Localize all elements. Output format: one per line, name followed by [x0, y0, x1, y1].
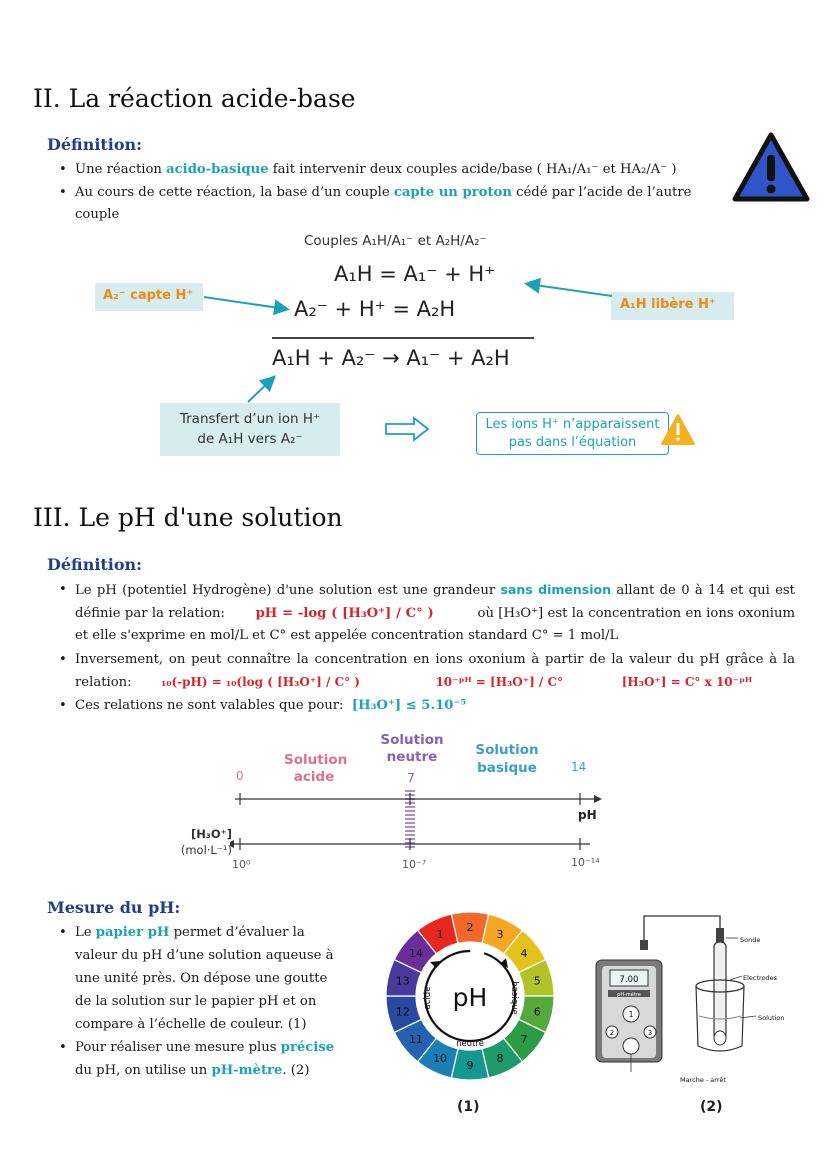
wheel-number-6: 6 — [533, 1005, 541, 1019]
definition-heading-2: Définition: — [47, 555, 143, 574]
reaction-arrows — [0, 0, 828, 470]
bullet-capte-proton: • Au cours de cette réaction, la base d’un couple capte un proton cédé par l’acide de l’autre couple — [53, 182, 733, 227]
note-line-1: Les ions H⁺ n’apparaissent — [485, 417, 660, 432]
solution-label: Solution — [758, 1014, 785, 1022]
conc-label-1: [H₃O⁺] — [190, 827, 232, 841]
wheel-number-1: 1 — [436, 927, 444, 941]
definition-heading-1: Définition: — [47, 135, 143, 154]
equation-1: A₁H = A₁⁻ + H⁺ — [334, 262, 496, 286]
equation-2: A₂⁻ + H⁺ = A₂H — [294, 297, 456, 321]
arrow-right-label — [528, 284, 612, 296]
wheel-center-label: pH — [452, 983, 488, 1012]
ph-tick-14: 14 — [571, 760, 587, 774]
conc-tick-7: 10⁻⁷ — [402, 858, 427, 871]
caption-1: (1) — [457, 1099, 480, 1115]
left-label-box: A₂⁻ capte H⁺ — [95, 283, 203, 311]
bullet-acido-basique: • Une réaction acido-basique fait intervenir deux couples acide/base ( HA₁/A₁⁻ et HA₂/A⁻ ) — [53, 159, 733, 182]
couples-label: Couples A₁H/A₁⁻ et A₂H/A₂⁻ — [304, 233, 487, 249]
ph-tick-7: 7 — [407, 770, 415, 785]
ph-tick-0: 0 — [236, 769, 244, 783]
meter-button-3[interactable]: 3 — [647, 1029, 653, 1037]
right-label-box: A₁H libère H⁺ — [611, 292, 734, 320]
wheel-number-4: 4 — [520, 946, 528, 960]
scale-axes — [230, 730, 610, 880]
meter-button-1[interactable]: 1 — [628, 1010, 634, 1019]
ph-meter-illustration — [590, 906, 800, 1086]
equation-3: A₁H + A₂⁻ → A₁⁻ + A₂H — [272, 346, 510, 370]
ph-axis-label: pH — [578, 808, 597, 822]
conc-label-2: (mol·L⁻¹) — [180, 843, 232, 857]
bullet-ph-definition: • Le pH (potentiel Hydrogène) d'une solution est une grandeur sans dimension allant de 0 à 14 et qui est définie par la relation: pH = -log ( [H₃O⁺] / C° ) où [H₃O⁺] est la concentration en ions oxonium et elle s'exprime en mol/L et C° est appelée concentration standard C° = 1 mol/L — [53, 579, 795, 648]
wheel-number-14: 14 — [409, 946, 424, 960]
basic-label-2: basique — [477, 760, 537, 776]
sonde-label: Sonde — [740, 936, 761, 944]
onoff-label: Marche - arrêt — [680, 1076, 726, 1084]
hollow-arrow-icon — [386, 418, 428, 440]
neutral-label-1: Solution — [380, 732, 444, 748]
definition-list-2 — [53, 579, 795, 717]
small-warning-icon — [662, 415, 694, 444]
neutral-label-2: neutre — [386, 749, 438, 765]
wheel-number-12: 12 — [395, 1005, 410, 1019]
conc-axis-label — [170, 826, 232, 858]
meter-brand: pH-mètre — [617, 992, 641, 998]
wheel-number-3: 3 — [496, 927, 504, 941]
arrow-transfer — [248, 378, 273, 402]
basic-label-1: Solution — [475, 742, 539, 758]
wheel-acide-label: acide — [423, 986, 433, 1010]
note-line-2: pas dans l’équation — [508, 435, 637, 450]
bullet-validity: • Ces relations ne sont valables que pour: [H₃O⁺] ≤ 5.10⁻⁵ — [53, 695, 795, 718]
ph-scale — [230, 730, 610, 880]
section-2-title: II. La réaction acide-base — [33, 84, 356, 113]
conc-tick-14: 10⁻¹⁴ — [571, 856, 600, 869]
measure-list — [53, 921, 345, 1082]
wheel-number-9: 9 — [466, 1059, 474, 1072]
wheel-number-11: 11 — [409, 1033, 424, 1047]
wheel-number-8: 8 — [496, 1052, 504, 1066]
section-3-title: III. Le pH d'une solution — [33, 503, 343, 532]
bullet-ph-metre: • Pour réaliser une mesure plus précise du pH, on utilise un pH-mètre. (2) — [53, 1036, 345, 1082]
conc-tick-0: 10⁰ — [232, 858, 251, 871]
wheel-number-5: 5 — [533, 974, 541, 988]
wheel-basique-label: basique — [509, 981, 519, 1015]
meter-button-2[interactable]: 2 — [609, 1029, 615, 1037]
measure-heading: Mesure du pH: — [47, 898, 181, 917]
caption-2: (2) — [700, 1099, 723, 1115]
transfer-line-2: de A₁H vers A₂⁻ — [197, 431, 303, 447]
wheel-neutre-label: neutre — [456, 1039, 484, 1049]
acid-label-1: Solution — [284, 752, 348, 768]
bullet-inverse-relation: • Inversement, on peut connaître la concentration en ions oxonium à partir de la valeur du pH grâce à la relation: ₁₀(-pH) = ₁₀(log ( [H₃O⁺] / C° ) 10⁻ᵖᴴ = [H₃O⁺] / C° [H₃O⁺] = C° x 10⁻ᵖᴴ — [53, 649, 795, 695]
ph-color-wheel — [380, 906, 560, 1086]
acid-label-2: acide — [293, 769, 335, 785]
transfer-line-1: Transfert d’un ion H⁺ — [179, 411, 321, 427]
wheel-number-13: 13 — [395, 974, 410, 988]
arrow-left-label — [204, 297, 286, 309]
wheel-number-7: 7 — [520, 1033, 528, 1047]
bullet-papier-ph: • Le papier pH permet d’évaluer la valeur du pH d’une solution aqueuse à une unité près. On dépose une goutte de la solution sur le papier pH et on compare à l’échelle de couleur. (1) — [53, 921, 345, 1036]
wheel-number-10: 10 — [433, 1052, 448, 1066]
meter-display: 7.00 — [619, 975, 639, 985]
electrodes-label: Electrodes — [743, 974, 778, 982]
wheel-number-2: 2 — [466, 921, 474, 934]
